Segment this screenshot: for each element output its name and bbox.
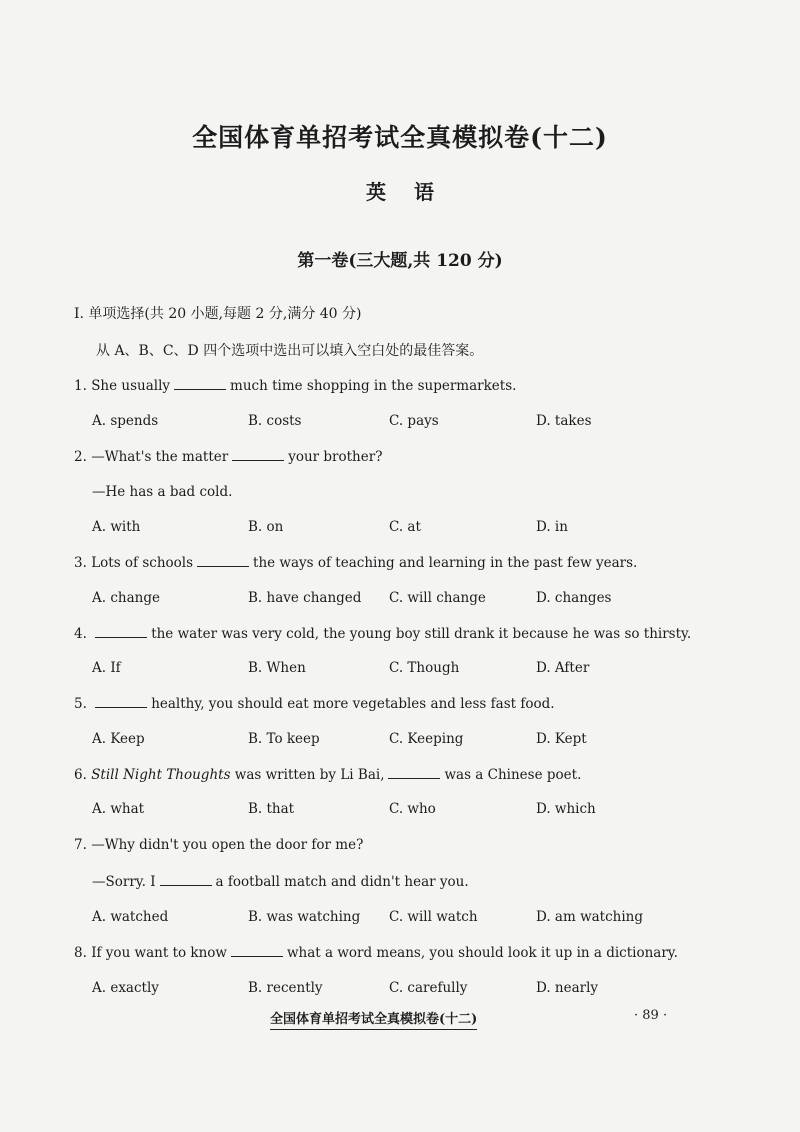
option-c: C. at	[389, 519, 421, 535]
question-text-after: was a Chinese poet.	[444, 767, 582, 783]
option-d: D. nearly	[536, 980, 599, 996]
option-a: A. what	[92, 801, 145, 817]
question-number: 3.	[74, 555, 87, 571]
question-number: 2.	[74, 449, 87, 465]
question-3	[74, 554, 637, 571]
section-instruction: 从 A、B、C、D 四个选项中选出可以填入空白处的最佳答案。	[96, 343, 484, 359]
question-text-after: much time shopping in the supermarkets.	[230, 378, 517, 394]
question-number: 5.	[74, 696, 87, 712]
option-d: D. After	[536, 660, 590, 676]
question-6	[74, 766, 581, 783]
option-c: C. pays	[389, 413, 439, 429]
option-c: C. who	[389, 801, 436, 817]
question-5	[74, 695, 555, 712]
option-c: C. carefully	[389, 980, 468, 996]
question-text-before: If you want to know	[91, 945, 227, 961]
option-a: A. change	[92, 590, 160, 606]
option-d: D. in	[536, 519, 568, 535]
question-text-before: —Sorry. I	[92, 874, 156, 890]
subject-title: 英语	[366, 180, 462, 204]
options-5	[92, 731, 712, 751]
option-a: A. watched	[92, 909, 169, 925]
option-b: B. costs	[248, 413, 302, 429]
page-title: 全国体育单招考试全真模拟卷(十二)	[192, 123, 608, 152]
answer-blank	[232, 448, 284, 461]
question-number: 1.	[74, 378, 87, 394]
question-number: 6.	[74, 767, 87, 783]
option-b: B. have changed	[248, 590, 362, 606]
question-dialogue-line: —Why didn't you open the door for me?	[91, 837, 364, 853]
options-6	[92, 801, 712, 821]
option-b: B. recently	[248, 980, 323, 996]
question-number: 4.	[74, 626, 87, 642]
question-2-reply: —He has a bad cold.	[92, 484, 233, 500]
option-a: A. with	[92, 519, 141, 535]
question-7	[74, 837, 363, 853]
option-d: D. changes	[536, 590, 612, 606]
question-text-before: —What's the matter	[91, 449, 229, 465]
part-heading: 第一卷(三大题,共 120 分)	[297, 251, 503, 271]
question-text-after: the water was very cold, the young boy still drank it because he was so thirsty.	[151, 626, 692, 642]
page-number: · 89 ·	[634, 1008, 668, 1023]
option-b: B. that	[248, 801, 295, 817]
question-1	[74, 377, 516, 394]
option-a: A. exactly	[92, 980, 159, 996]
option-a: A. spends	[92, 413, 159, 429]
option-a: A. If	[92, 660, 121, 676]
question-text-after: what a word means, you should look it up in a dictionary.	[286, 945, 678, 961]
options-1	[92, 413, 712, 433]
option-c: C. Keeping	[389, 731, 464, 747]
options-4	[92, 660, 712, 680]
options-8	[92, 980, 712, 1000]
option-a: A. Keep	[92, 731, 145, 747]
answer-blank	[388, 766, 440, 779]
question-text-before: She usually	[91, 378, 171, 394]
option-c: C. will change	[389, 590, 486, 606]
question-8	[74, 944, 678, 961]
question-text-after: healthy, you should eat more vegetables and less fast food.	[151, 696, 555, 712]
question-text-before: Lots of schools	[91, 555, 194, 571]
answer-blank	[160, 873, 212, 886]
footer-title: 全国体育单招考试全真模拟卷(十二)	[270, 1008, 477, 1030]
option-b: B. When	[248, 660, 306, 676]
question-text-after: a football match and didn't hear you.	[215, 874, 469, 890]
option-b: B. was watching	[248, 909, 361, 925]
option-b: B. on	[248, 519, 284, 535]
options-7	[92, 909, 712, 929]
question-text-after: the ways of teaching and learning in the past few years.	[253, 555, 638, 571]
question-text-before: was written by Li Bai,	[234, 767, 385, 783]
answer-blank	[95, 695, 147, 708]
poem-title: Still Night Thoughts	[91, 767, 231, 783]
options-2	[92, 519, 712, 539]
option-d: D. takes	[536, 413, 592, 429]
question-number: 7.	[74, 837, 87, 853]
question-number: 8.	[74, 945, 87, 961]
option-d: D. Kept	[536, 731, 587, 747]
option-c: C. Though	[389, 660, 460, 676]
answer-blank	[197, 554, 249, 567]
answer-blank	[231, 944, 283, 957]
option-d: D. which	[536, 801, 596, 817]
option-c: C. will watch	[389, 909, 478, 925]
options-3	[92, 590, 712, 610]
question-4	[74, 625, 691, 642]
answer-blank	[95, 625, 147, 638]
option-b: B. To keep	[248, 731, 320, 747]
question-7-reply	[92, 873, 469, 890]
answer-blank	[174, 377, 226, 390]
question-2	[74, 448, 382, 465]
question-text-after: your brother?	[288, 449, 383, 465]
section-heading: Ⅰ. 单项选择(共 20 小题,每题 2 分,满分 40 分)	[74, 306, 362, 322]
option-d: D. am watching	[536, 909, 644, 925]
